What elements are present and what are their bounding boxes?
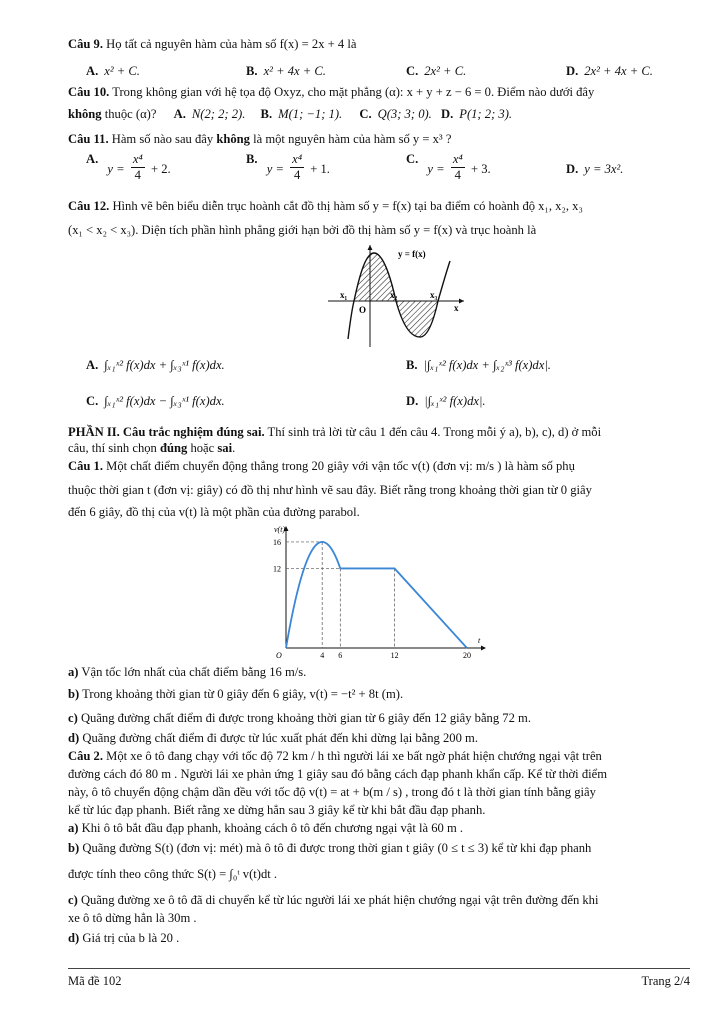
chart-x-arrow — [481, 646, 486, 651]
q9-label: Câu 9. — [68, 37, 103, 51]
q10-text1: Trong không gian với hệ tọa độ Oxyz, cho mặt phẳng (α): x + y + z − 6 = 0. Điểm nào dưới đây — [112, 85, 595, 99]
q10-label: Câu 10. — [68, 85, 110, 99]
c1-item-a: a) Vận tốc lớn nhất của chất điểm bằng 16 m/s. — [68, 665, 307, 679]
q9-option-b[interactable]: B. x² + 4x + C. — [246, 64, 326, 78]
chart-series-line — [286, 542, 467, 648]
chart-guides — [286, 542, 395, 648]
x-tick-label: 6 — [338, 651, 343, 658]
c1-stem-3: đến 6 giây, đồ thị của v(t) là một phần của đường parabol. — [68, 505, 360, 519]
x-tick-label: 20 — [462, 651, 471, 658]
y-tick-label: 12 — [273, 564, 281, 574]
q10-stem — [68, 84, 594, 100]
footer-divider — [68, 968, 690, 969]
q12-options-row-2 — [68, 394, 690, 416]
c1-item-b: b) Trong khoảng thời gian từ 0 giây đến 6 giây, v(t) = −t² + 8t (m). — [68, 687, 404, 701]
q12-x-arrow — [459, 299, 464, 304]
q12-x-axis-label: x — [454, 303, 459, 313]
q9-option-a[interactable]: A. x² + C. — [86, 64, 140, 78]
y-tick-label: 16 — [273, 537, 281, 547]
q12-x3-label: x₃ — [430, 290, 438, 300]
q10-option-a[interactable]: A. N(2; 2; 2). — [173, 107, 246, 121]
q12-y-arrow — [368, 245, 373, 250]
q12-option-c[interactable]: C. ∫ₓ₁ˣ² f(x)dx − ∫ₓ₃ˣ¹ f(x)dx. — [86, 394, 225, 408]
q10-stem-2: không thuộc (α)? A. N(2; 2; 2). B. M(1; −1; 1). C. Q(3; 3; 0). D. P(1; 2; 3). — [68, 107, 513, 121]
c1-item-c: c) Quãng đường chất điểm đi được trong khoảng thời gian từ 6 giây đến 12 giây bằng 72 m. — [68, 711, 531, 725]
velocity-chart — [272, 524, 498, 658]
q12-graph — [326, 243, 466, 349]
q9-option-d[interactable]: D. 2x² + 4x + C. — [566, 64, 653, 78]
footer-page-number: Trang 2/4 — [641, 974, 690, 988]
part2-heading: PHẦN II. Câu trắc nghiệm đúng sai. Thí sinh trả lời từ câu 1 đến câu 4. Trong mỗi ý a), b), c), d) ở mỗi — [68, 425, 602, 439]
q12-label: Câu 12. — [68, 199, 110, 213]
q10-option-d[interactable]: D. P(1; 2; 3). — [441, 107, 513, 121]
chart-y-label: v(t) — [274, 525, 286, 534]
q9-option-c[interactable]: C. 2x² + C. — [406, 64, 467, 78]
q9-options — [68, 64, 690, 82]
c2-item-b: b) Quãng đường S(t) (đơn vị: mét) mà ô tô đi được trong thời gian t giây (0 ≤ t ≤ 3) kể từ khi đạp phanh — [68, 841, 592, 855]
chart-x-label: t — [478, 636, 481, 645]
q11-option-b[interactable]: B. y = $\frac{\text{x⁴}}{4}$ + 1. — [246, 152, 330, 182]
c1-item-d: d) Quãng đường chất điểm đi được từ lúc xuất phát đến khi dừng lại bằng 200 m. — [68, 731, 478, 745]
q11-label: Câu 11. — [68, 132, 109, 146]
c2-stem-4: kể từ lúc đạp phanh. Biết rằng xe dừng hẳn sau 3 giây kể từ khi bắt đầu đạp phanh. — [68, 803, 486, 817]
q10-option-b[interactable]: B. M(1; −1; 1). — [260, 107, 343, 121]
chart-origin-label: O — [276, 651, 282, 658]
c1-stem-2: thuộc thời gian t (đơn vị: giây) có đồ thị như hình vẽ sau đây. Biết rằng trong khoảng thời gian từ 0 giây — [68, 483, 592, 497]
part2-intro-2: câu, thí sinh chọn đúng hoặc sai. — [68, 441, 236, 455]
c2-stem-2: đường cách đó 80 m . Người lái xe phản ứng 1 giây sau đó bằng cách đạp phanh khẩn cấp. Kể từ thời điểm — [68, 767, 608, 781]
q12-option-a[interactable]: A. ∫ₓ₁ˣ² f(x)dx + ∫ₓ₃ˣ¹ f(x)dx. — [86, 358, 225, 372]
chart-ticks — [273, 538, 471, 658]
q12-option-b[interactable]: B. |∫ₓ₁ˣ² f(x)dx + ∫ₓ₂ˣ³ f(x)dx|. — [406, 358, 551, 372]
q12-options-row-1 — [68, 358, 690, 380]
q12-origin-label: O — [359, 305, 367, 315]
x-tick-label: 12 — [390, 651, 399, 658]
c2-item-c-cont: xe ô tô dừng hẳn là 30m . — [68, 911, 197, 925]
x-tick-label: 4 — [320, 651, 325, 658]
q11-option-c[interactable]: C. y = $\frac{\text{x⁴}}{4}$ + 3. — [406, 152, 491, 182]
q12-stem: Câu 12. Hình vẽ bên biểu diễn trục hoành cắt đồ thị hàm số y = f(x) tại ba điểm có hoành độ x₁, x₂, x₃ — [68, 199, 583, 213]
q11-option-d[interactable]: D. y = 3x². — [566, 162, 624, 176]
q12-stem-2: (x₁ < x₂ < x₃). Diện tích phần hình phẳng giới hạn bởi đồ thị hàm số y = f(x) và trục hoành là — [68, 223, 537, 237]
q12-option-d[interactable]: D. |∫ₓ₁ˣ² f(x)dx|. — [406, 394, 486, 408]
q10-option-c[interactable]: C. Q(3; 3; 0). — [359, 107, 432, 121]
q11-options — [68, 152, 690, 192]
q12-x2-label: x₂ — [390, 290, 398, 300]
c2-item-c: c) Quãng đường xe ô tô đã di chuyển kể từ lúc người lái xe phát hiện chướng ngại vật trên đường đến khi — [68, 893, 599, 907]
q11-stem: Câu 11. Hàm số nào sau đây không là một nguyên hàm của hàm số y = x³ ? — [68, 132, 452, 146]
c2-item-b-cont: được tính theo công thức S(t) = ∫₀ᵗ v(t)dt . — [68, 867, 278, 881]
q11-option-a[interactable]: A. y = $\frac{\text{x⁴}}{4}$ + 2. — [86, 152, 171, 182]
footer-exam-code: Mã đề 102 — [68, 974, 122, 988]
c1-stem: Câu 1. Một chất điểm chuyển động thẳng trong 20 giây với vận tốc v(t) (đơn vị: m/s ) là hàm số phụ — [68, 459, 575, 473]
q12-curve-label: y = f(x) — [398, 249, 426, 259]
q9-stem — [68, 36, 356, 52]
c2-stem-3: này, ô tô chuyển động chậm dần đều với tốc độ v(t) = at + b(m / s) , trong đó t là thời gian tính bằng giây — [68, 785, 596, 799]
c2-item-a: a) Khi ô tô bắt đầu đạp phanh, khoảng cách ô tô đến chương ngại vật là 60 m . — [68, 821, 464, 835]
c2-stem: Câu 2. Một xe ô tô đang chạy với tốc độ 72 km / h thì người lái xe bất ngờ phát hiện chướng ngại vật trên — [68, 749, 602, 763]
c2-item-d: d) Giá trị của b là 20 . — [68, 931, 180, 945]
q12-x1-label: x₁ — [340, 290, 348, 300]
q9-text: Họ tất cả nguyên hàm của hàm số f(x) = 2x + 4 là — [106, 37, 357, 51]
